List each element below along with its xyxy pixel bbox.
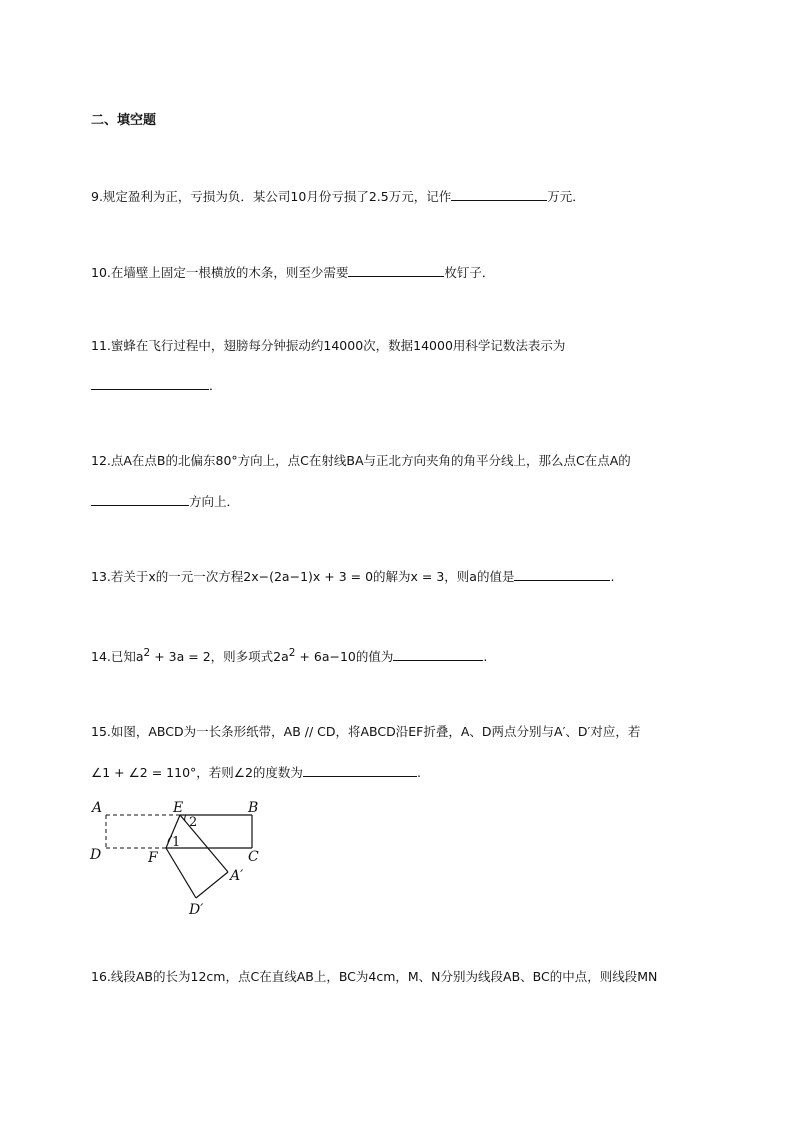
question-16 bbox=[91, 969, 657, 985]
label-a: A bbox=[92, 800, 103, 816]
angle-2-arc bbox=[185, 815, 186, 821]
question-9-after: 万元． bbox=[547, 189, 585, 204]
question-10-text: 10.在墙壁上固定一根横放的木条，则至少需要 bbox=[91, 265, 349, 280]
question-12-text: 12.点A在点B的北偏东80°方向上，点C在射线BA与正北方向夹角的角平分线上，那么点C在点A的 bbox=[91, 453, 631, 468]
edge-ea-prime bbox=[180, 815, 228, 872]
label-angle-2: 2 bbox=[189, 815, 198, 830]
question-9-text: 9.规定盈利为正，亏损为负．某公司10月份亏损了2.5万元，记作 bbox=[91, 189, 452, 204]
question-11-after: ． bbox=[209, 378, 222, 393]
question-12 bbox=[91, 453, 631, 469]
edge-fd-prime bbox=[166, 848, 196, 898]
question-15-text: 15.如图，ABCD为一长条形纸带，AB // CD，将ABCD沿EF折叠，A、D两点分别与A′、D′对应，若 bbox=[91, 724, 641, 739]
question-15-line2 bbox=[91, 764, 421, 781]
edge-a-prime-d-prime bbox=[196, 872, 228, 898]
question-14-text-mid2: + 6a−10的值为 bbox=[295, 649, 394, 665]
question-15 bbox=[91, 724, 640, 740]
answer-blank-15[interactable] bbox=[303, 764, 417, 777]
question-10-after: 枚钉子． bbox=[444, 265, 495, 280]
question-14-text-pre: 14.已知a bbox=[91, 649, 144, 665]
question-15-text2: ∠1 + ∠2 = 110°，若则∠2的度数为 bbox=[91, 765, 303, 780]
question-14-after: . bbox=[483, 649, 488, 665]
question-9 bbox=[91, 188, 585, 205]
question-13-text: 13.若关于x的一元一次方程2x−(2a−1)x + 3 = 0的解为x = 3，则a的值是 bbox=[91, 569, 515, 584]
label-angle-1: 1 bbox=[172, 835, 181, 850]
question-14-text-mid1: + 3a = 2，则多项式2a bbox=[150, 649, 289, 665]
folded-strip-figure bbox=[88, 790, 278, 920]
answer-blank-14[interactable] bbox=[393, 648, 483, 661]
question-11-answer-line bbox=[91, 377, 222, 394]
answer-blank-12[interactable] bbox=[91, 493, 189, 506]
answer-blank-10[interactable] bbox=[348, 264, 444, 277]
answer-blank-13[interactable] bbox=[514, 568, 610, 581]
answer-blank-11[interactable] bbox=[91, 377, 209, 390]
question-10 bbox=[91, 264, 494, 281]
question-16-text: 16.线段AB的长为12cm，点C在直线AB上，BC为4cm，M、N分别为线段AB、BC的中点，则线段MN bbox=[91, 969, 658, 984]
question-13 bbox=[91, 568, 614, 585]
question-12-after: 方向上． bbox=[189, 494, 240, 509]
question-14 bbox=[91, 645, 487, 665]
question-15-after: . bbox=[416, 765, 421, 780]
label-e: E bbox=[173, 800, 184, 816]
label-d: D bbox=[90, 847, 102, 863]
label-f: F bbox=[148, 850, 158, 866]
label-c: C bbox=[248, 849, 259, 865]
label-a-prime: A′ bbox=[230, 868, 244, 884]
label-d-prime: D′ bbox=[189, 902, 204, 918]
label-b: B bbox=[248, 800, 259, 816]
answer-blank-9[interactable] bbox=[451, 188, 547, 201]
question-14-sup2: 2 bbox=[288, 647, 296, 659]
question-14-sup1: 2 bbox=[143, 647, 151, 659]
question-13-after: . bbox=[610, 569, 615, 584]
question-12-answer-line bbox=[91, 493, 239, 510]
section-title: 二、填空题 bbox=[91, 113, 157, 128]
question-11-text: 11.蜜蜂在飞行过程中，翅膀每分钟振动约14000次，数据14000用科学记数法表示为 bbox=[91, 338, 566, 353]
question-11 bbox=[91, 338, 565, 354]
